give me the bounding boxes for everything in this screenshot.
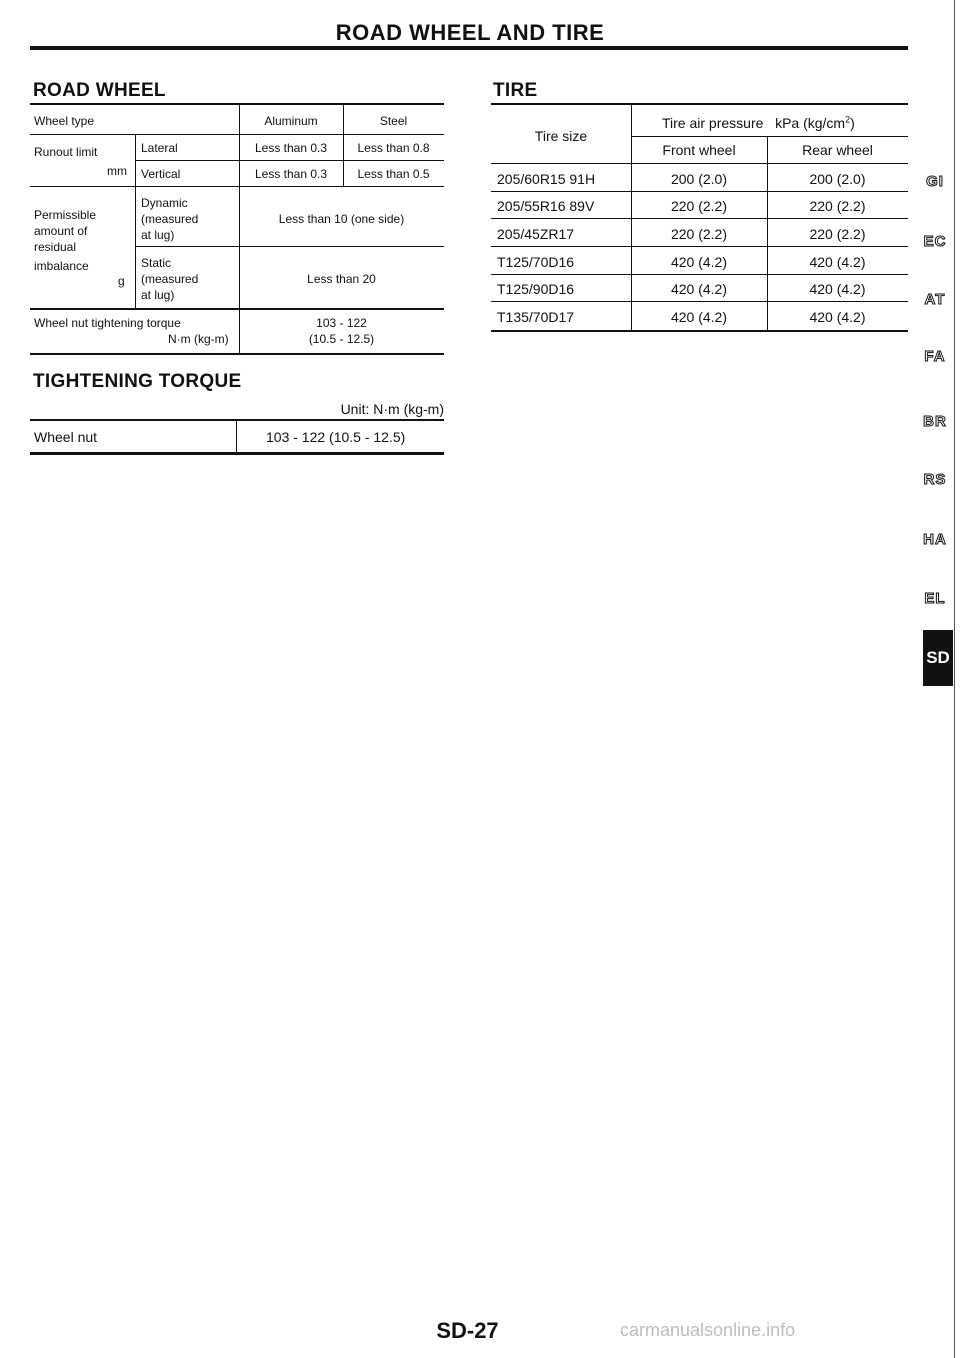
tire-size-cell: 205/45ZR17 <box>497 226 575 242</box>
static-value: Less than 20 <box>307 272 376 286</box>
imbalance-label-2: amount of <box>34 224 88 238</box>
side-tab-rs[interactable]: RS <box>923 471 947 488</box>
tire-front-pressure-cell: 420 (4.2) <box>670 254 728 270</box>
side-tab-gi[interactable]: GI <box>926 173 944 190</box>
tire-pressure-header <box>662 115 855 131</box>
side-tab-br[interactable]: BR <box>923 413 947 430</box>
tire-rear-pressure-cell: 220 (2.2) <box>809 198 866 214</box>
tire-size-cell: 205/55R16 89V <box>497 198 595 214</box>
tire-rear-pressure-cell: 420 (4.2) <box>809 281 866 297</box>
front-wheel-header: Front wheel <box>662 142 736 158</box>
tightening-torque-title: TIGHTENING TORQUE <box>33 371 242 392</box>
road-wheel-title: ROAD WHEEL <box>33 80 166 101</box>
tire-front-pressure-cell: 200 (2.0) <box>670 171 728 187</box>
static-label-1: Static <box>141 256 172 270</box>
lateral-label: Lateral <box>141 141 178 155</box>
rear-wheel-header: Rear wheel <box>802 142 873 158</box>
tire-size-cell: 205/60R15 91H <box>497 171 596 187</box>
tire-pressure-label: Tire air pressure <box>662 115 764 131</box>
lateral-steel-value: Less than 0.8 <box>357 141 430 155</box>
imbalance-label-1: Permissible <box>34 208 97 222</box>
tire-rear-pressure-cell: 420 (4.2) <box>809 309 866 325</box>
vertical-steel-value: Less than 0.5 <box>357 167 430 181</box>
torque-value-2: (10.5 - 12.5) <box>308 332 375 346</box>
side-tab-sd-active[interactable]: SD <box>923 630 953 686</box>
tire-size-cell: T135/70D17 <box>497 309 575 325</box>
runout-unit: mm <box>107 164 127 178</box>
aluminum-header: Aluminum <box>264 114 318 128</box>
imbalance-label-4: imbalance <box>34 259 89 273</box>
tire-pressure-unit: kPa (kg/cm <box>775 115 846 131</box>
imbalance-unit: g <box>118 274 125 288</box>
tire-size-header: Tire size <box>534 128 588 144</box>
page-title: ROAD WHEEL AND TIRE <box>335 20 605 45</box>
tire-front-pressure-cell: 420 (4.2) <box>670 281 728 297</box>
right-border <box>954 0 955 1358</box>
wheel-type-label: Wheel type <box>34 114 95 128</box>
page-number: SD-27 <box>436 1318 499 1343</box>
tire-title: TIRE <box>493 80 538 101</box>
static-label-3: at lug) <box>141 288 175 302</box>
static-label-2: (measured <box>141 272 199 286</box>
tire-front-pressure-cell: 420 (4.2) <box>670 309 728 325</box>
dynamic-label-1: Dynamic <box>141 196 188 210</box>
tire-size-cell: T125/70D16 <box>497 254 575 270</box>
vertical-aluminum-value: Less than 0.3 <box>254 167 328 181</box>
dynamic-label-3: at lug) <box>141 228 175 242</box>
tire-pressure-unit-close: ) <box>850 115 855 131</box>
tightening-torque-unit: Unit: N·m (kg-m) <box>340 401 444 417</box>
watermark: carmanualsonline.info <box>620 1320 796 1340</box>
side-tab-ha[interactable]: HA <box>923 531 947 548</box>
tire-front-pressure-cell: 220 (2.2) <box>670 198 728 214</box>
side-tab-at[interactable]: AT <box>924 291 946 308</box>
wheel-nut-torque: 103 - 122 (10.5 - 12.5) <box>266 429 406 445</box>
imbalance-label-3: residual <box>34 240 77 254</box>
tire-rear-pressure-cell: 420 (4.2) <box>809 254 866 270</box>
torque-unit: N·m (kg-m) <box>168 332 229 346</box>
vertical-label: Vertical <box>141 167 181 181</box>
torque-value-1: 103 - 122 <box>316 316 367 330</box>
tire-pressure-unit-sup: 2 <box>845 114 851 125</box>
tire-size-cell: T125/90D16 <box>497 281 575 297</box>
tire-front-pressure-cell: 220 (2.2) <box>670 226 728 242</box>
wheel-nut-label: Wheel nut <box>34 429 98 445</box>
side-tab-ec[interactable]: EC <box>923 233 947 250</box>
title-rule <box>30 46 908 50</box>
steel-header: Steel <box>379 114 408 128</box>
runout-limit-label: Runout limit <box>34 145 98 159</box>
tire-rear-pressure-cell: 220 (2.2) <box>809 226 866 242</box>
torque-label: Wheel nut tightening torque <box>34 316 181 330</box>
dynamic-value: Less than 10 (one side) <box>278 212 405 226</box>
side-tab-el[interactable]: EL <box>924 590 946 607</box>
dynamic-label-2: (measured <box>141 212 199 226</box>
side-tab-fa[interactable]: FA <box>924 348 946 365</box>
tire-rear-pressure-cell: 200 (2.0) <box>809 171 866 187</box>
lateral-aluminum-value: Less than 0.3 <box>254 141 328 155</box>
